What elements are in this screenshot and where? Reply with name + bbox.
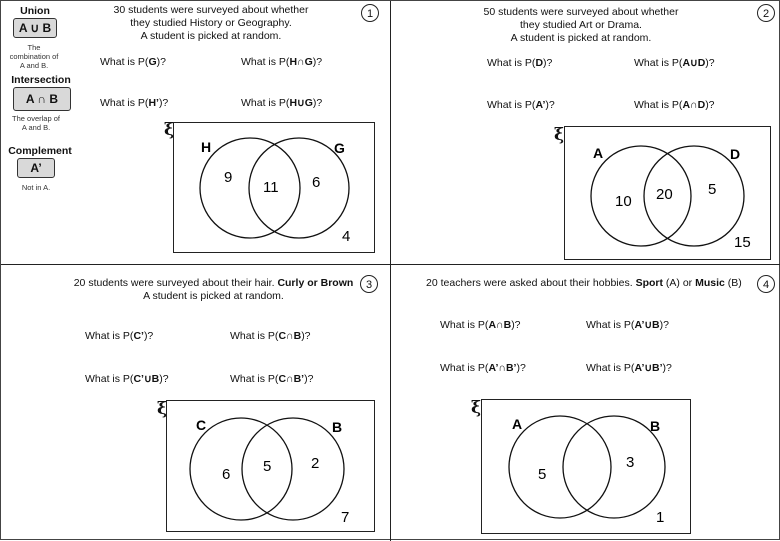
key-intersection-symbol: A ∩ B bbox=[13, 87, 71, 111]
problem-4-right-label: B bbox=[650, 418, 661, 434]
problem-3-intro-line1: 20 students were surveyed about their hair. Curly or Brown bbox=[73, 277, 354, 289]
problem-4-left-label: A bbox=[512, 416, 523, 432]
problem-1-right-only-value: 6 bbox=[312, 174, 321, 191]
key-intersection-desc: The overlap of A and B. bbox=[12, 114, 60, 132]
problem-3-question-3: What is P(C’∪B)? bbox=[85, 373, 169, 385]
problem-1-number: 1 bbox=[361, 4, 379, 22]
problem-2-question-4: What is P(A∩D)? bbox=[634, 99, 715, 111]
problem-3-question-2: What is P(C∩B)? bbox=[230, 330, 311, 342]
problem-3-question-1: What is P(C’)? bbox=[85, 330, 154, 342]
problem-2-question-2: What is P(A∪D)? bbox=[634, 57, 715, 69]
problem-1-left-label: H bbox=[201, 139, 212, 155]
problem-2-outside-value: 15 bbox=[734, 234, 751, 251]
problem-4-outside-value: 1 bbox=[656, 509, 665, 526]
problem-2-question-1: What is P(D)? bbox=[487, 57, 553, 69]
problem-1-intro-line1: 30 students were surveyed about whether bbox=[113, 4, 309, 16]
problem-1-intro-line3: A student is picked at random. bbox=[140, 30, 282, 42]
problem-1-intro-line2: they studied History or Geography. bbox=[130, 17, 292, 29]
problem-2-intro-line3: A student is picked at random. bbox=[510, 32, 652, 44]
problem-3-right-label: B bbox=[332, 419, 343, 435]
problem-1-universal-symbol: ξ bbox=[164, 120, 175, 140]
problem-2-intro-line2: they studied Art or Drama. bbox=[520, 19, 642, 31]
problem-4-number: 4 bbox=[757, 275, 775, 293]
problem-1-outside-value: 4 bbox=[342, 228, 351, 245]
problem-3-right-only-value: 2 bbox=[311, 455, 320, 472]
problem-4-venn-diagram bbox=[1, 1, 780, 541]
problem-1-question-1: What is P(G)? bbox=[100, 56, 166, 68]
problem-3-both-value: 5 bbox=[263, 458, 272, 475]
problem-2-left-label: A bbox=[593, 145, 604, 161]
problem-3-left-label: C bbox=[196, 417, 207, 433]
problem-2-both-value: 20 bbox=[656, 186, 673, 203]
problem-4-left-circle bbox=[509, 416, 611, 518]
problem-1-question-2: What is P(H∩G)? bbox=[241, 56, 323, 68]
problem-4-left-only-value: 5 bbox=[538, 466, 547, 483]
problem-1-question-3: What is P(H’)? bbox=[100, 97, 169, 109]
problem-3-number: 3 bbox=[360, 275, 378, 293]
problem-1-question-4: What is P(H∪G)? bbox=[241, 97, 323, 109]
problem-4-right-only-value: 3 bbox=[626, 454, 635, 471]
problem-4-universal-symbol: ξ bbox=[471, 398, 482, 418]
key-union-title: Union bbox=[20, 5, 50, 17]
problem-2-left-only-value: 10 bbox=[615, 193, 632, 210]
key-complement-desc: Not in A. bbox=[21, 183, 51, 192]
problem-2-universal-symbol: ξ bbox=[554, 125, 565, 145]
key-union-desc: The combination of A and B. bbox=[9, 43, 59, 70]
problem-3-universal-symbol: ξ bbox=[157, 399, 168, 419]
problem-4-question-1: What is P(A∩B)? bbox=[440, 319, 521, 331]
problem-3-left-only-value: 6 bbox=[222, 466, 231, 483]
key-intersection-title: Intersection bbox=[11, 74, 71, 86]
key-complement-symbol: A’ bbox=[17, 158, 55, 178]
problem-2-intro-line1: 50 students were surveyed about whether bbox=[483, 6, 679, 18]
problem-3-outside-value: 7 bbox=[341, 509, 350, 526]
problem-2-question-3: What is P(A’)? bbox=[487, 99, 555, 111]
problem-2-right-label: D bbox=[730, 146, 741, 162]
key-complement-title: Complement bbox=[8, 145, 72, 157]
problem-4-question-3: What is P(A’∩B’)? bbox=[440, 362, 526, 374]
problem-1-right-label: G bbox=[334, 140, 345, 156]
problem-3-intro-line2: A student is picked at random. bbox=[143, 290, 284, 302]
problem-1-both-value: 11 bbox=[263, 179, 279, 196]
problem-2-number: 2 bbox=[757, 4, 775, 22]
key-union-symbol: A ∪ B bbox=[13, 18, 57, 38]
problem-4-question-4: What is P(A’∪B’)? bbox=[586, 362, 672, 374]
problem-2-right-only-value: 5 bbox=[708, 181, 717, 198]
problem-4-intro: 20 teachers were asked about their hobbies. Sport (A) or Music (B) bbox=[426, 277, 742, 289]
problem-3-question-4: What is P(C∩B’)? bbox=[230, 373, 314, 385]
problem-1-left-only-value: 9 bbox=[224, 169, 233, 186]
problem-4-question-2: What is P(A’∪B)? bbox=[586, 319, 669, 331]
